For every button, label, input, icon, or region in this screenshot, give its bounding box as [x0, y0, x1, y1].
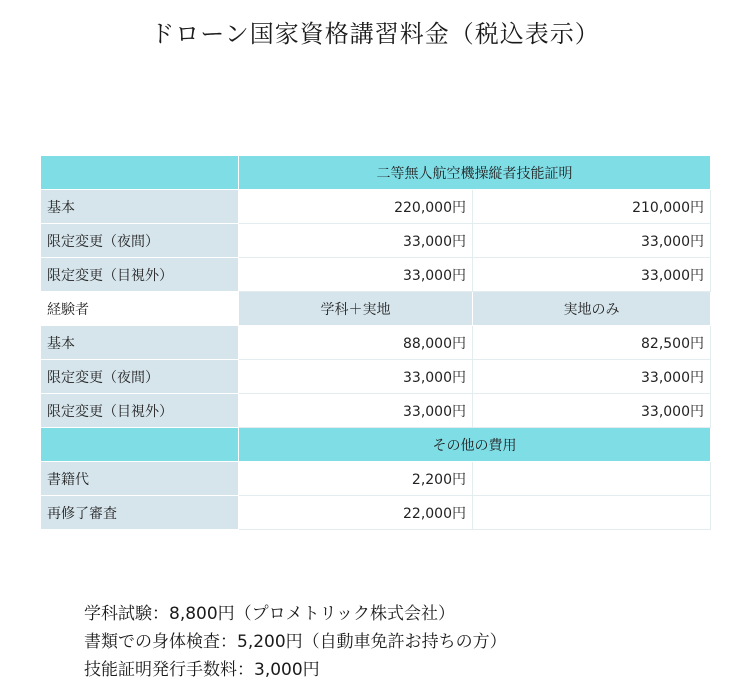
- price-cell: 33,000円: [239, 360, 473, 394]
- price-cell: 2,200円: [239, 462, 473, 496]
- header-blank-cell: [41, 156, 239, 190]
- row-label: 限定変更（夜間）: [41, 360, 239, 394]
- price-cell: 33,000円: [473, 258, 711, 292]
- price-cell: 33,000円: [239, 258, 473, 292]
- section-title-license: 二等無人航空機操縦者技能証明: [239, 156, 711, 190]
- empty-cell: [473, 496, 711, 530]
- subheader-row: [41, 292, 711, 326]
- header-blank-cell: [41, 428, 239, 462]
- fee-table: [40, 155, 711, 530]
- price-cell: 82,500円: [473, 326, 711, 360]
- section-title-other-costs: その他の費用: [239, 428, 711, 462]
- row-label: 限定変更（夜間）: [41, 224, 239, 258]
- section-header-row: [41, 428, 711, 462]
- table-row: [41, 496, 711, 530]
- table-row: [41, 462, 711, 496]
- note-line: 学科試験：8,800円（プロメトリック株式会社）: [84, 604, 455, 624]
- price-cell: 210,000円: [473, 190, 711, 224]
- price-cell: 88,000円: [239, 326, 473, 360]
- price-cell: 33,000円: [473, 360, 711, 394]
- table-row: [41, 394, 711, 428]
- price-cell: 22,000円: [239, 496, 473, 530]
- empty-cell: [473, 462, 711, 496]
- column-header-theory-practical: 学科＋実地: [239, 292, 473, 326]
- note-line: 書類での身体検査：5,200円（自動車免許お持ちの方）: [84, 632, 507, 652]
- table-row: [41, 258, 711, 292]
- table-row: [41, 224, 711, 258]
- section-header-row: [41, 156, 711, 190]
- row-label: 限定変更（目視外）: [41, 394, 239, 428]
- row-label: 基本: [41, 190, 239, 224]
- note-line: 技能証明発行手数料：3,000円: [84, 660, 320, 680]
- row-label: 限定変更（目視外）: [41, 258, 239, 292]
- fee-notes: [84, 600, 507, 684]
- price-cell: 33,000円: [239, 394, 473, 428]
- table-row: [41, 360, 711, 394]
- price-cell: 33,000円: [239, 224, 473, 258]
- price-cell: 220,000円: [239, 190, 473, 224]
- row-label: 再修了審査: [41, 496, 239, 530]
- row-label: 書籍代: [41, 462, 239, 496]
- column-header-practical-only: 実地のみ: [473, 292, 711, 326]
- price-cell: 33,000円: [473, 394, 711, 428]
- price-cell: 33,000円: [473, 224, 711, 258]
- experienced-label: 経験者: [41, 292, 239, 326]
- table-row: [41, 190, 711, 224]
- row-label: 基本: [41, 326, 239, 360]
- table-row: [41, 326, 711, 360]
- page-title: ドローン国家資格講習料金（税込表示）: [150, 20, 600, 48]
